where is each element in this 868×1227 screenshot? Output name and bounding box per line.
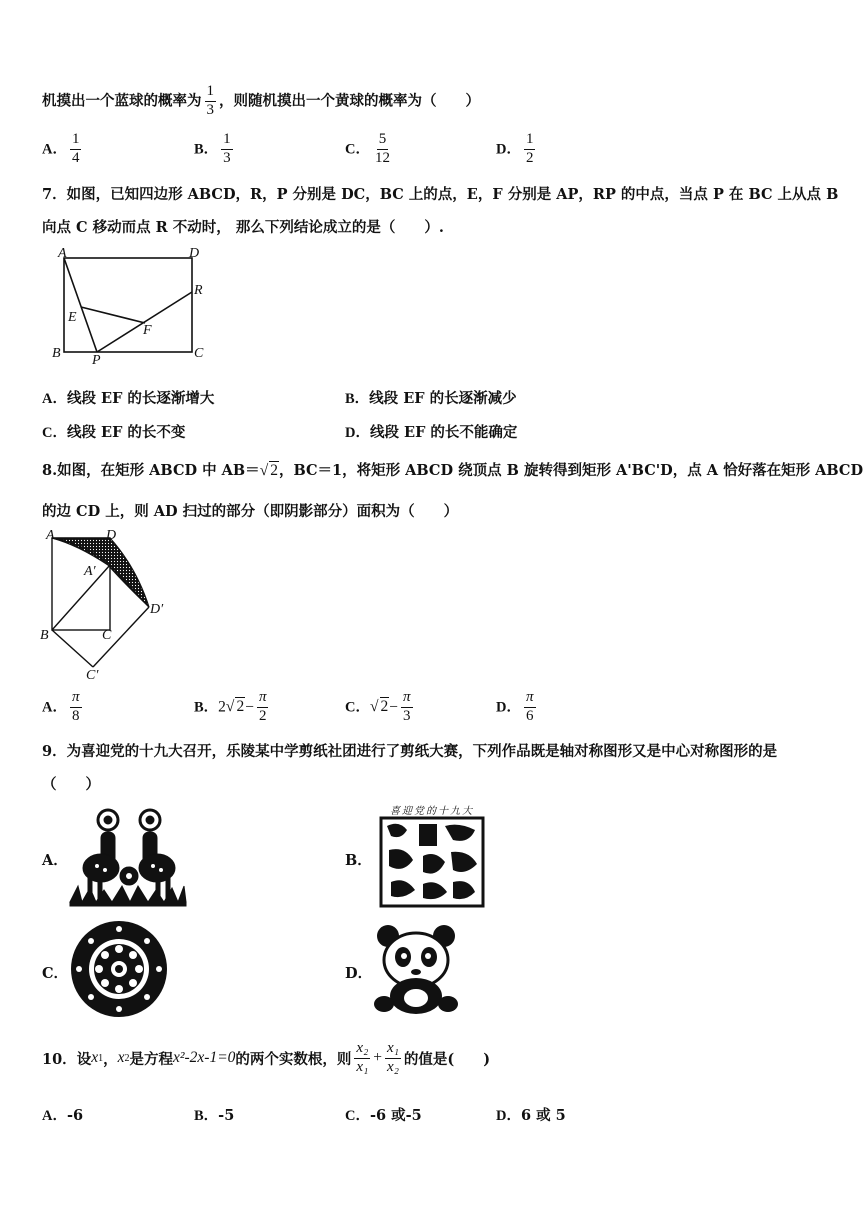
q8-option-b[interactable] xyxy=(194,690,271,725)
q8-stem-text-a: 8.如图，在矩形 ABCD 中 AB＝ xyxy=(42,462,260,479)
q9-b-pattern xyxy=(379,816,485,908)
q7-option-d-label: D． xyxy=(345,425,370,441)
q10-option-b-text: -5 xyxy=(218,1107,235,1124)
q7-label-c: C xyxy=(194,346,204,361)
q10-text-c: 的两个实数根，则 xyxy=(235,1050,352,1068)
q7-option-c[interactable] xyxy=(42,421,185,442)
q8-d-num: π xyxy=(524,690,536,708)
q8-c-minus: − xyxy=(389,698,398,716)
q7-figure xyxy=(44,246,224,368)
q10-stem xyxy=(42,1041,490,1076)
q10-option-c[interactable] xyxy=(345,1104,422,1125)
q6-option-a-frac xyxy=(70,132,82,167)
q8-option-c-frac xyxy=(401,690,413,725)
q9-option-d-label[interactable]: D． xyxy=(345,965,373,982)
q8-sqrt: √ 2 xyxy=(259,462,278,479)
q9-paper-cut-deer-image[interactable] xyxy=(68,806,188,908)
q7-option-b-text: 线段 EF 的长逐渐减少 xyxy=(369,390,517,407)
q10-frac2 xyxy=(385,1041,401,1076)
q10-comma: ， xyxy=(103,1050,118,1068)
q8-label-b: B xyxy=(40,628,49,643)
q6-stem-text-b: ，则随机摸出一个黄球的概率为（ ） xyxy=(219,92,480,110)
q8-option-a[interactable] xyxy=(42,690,85,725)
q6-d-den: 2 xyxy=(525,149,534,166)
q8-option-c-label: C． xyxy=(345,699,370,716)
q6-option-d[interactable] xyxy=(496,132,538,167)
q8-b-num: π xyxy=(257,690,269,708)
q7-label-a: A xyxy=(58,246,67,261)
q9-option-b-label[interactable]: B． xyxy=(345,852,372,869)
q6-frac-den: 3 xyxy=(206,101,214,118)
q8-b-coef: 2 xyxy=(218,698,226,716)
q8-stem-line2: 的边 CD 上，则 AD 扫过的部分（即阴影部分）面积为（ ） xyxy=(42,503,459,520)
q7-label-r: R xyxy=(194,283,203,298)
q6-option-a-label: A． xyxy=(42,141,67,158)
q10-number: 10． xyxy=(42,1050,77,1068)
q10-option-c-label: C． xyxy=(345,1108,370,1124)
q8-b-den: 2 xyxy=(258,707,267,724)
q6-option-d-frac xyxy=(524,132,536,167)
q6-c-num: 5 xyxy=(377,132,389,150)
q6-c-den: 12 xyxy=(374,149,390,166)
q10-option-d-label: D． xyxy=(496,1108,521,1124)
q8-figure xyxy=(38,527,178,683)
q10-option-b[interactable] xyxy=(194,1104,234,1125)
q6-option-d-label: D． xyxy=(496,141,521,158)
q6-stem xyxy=(42,84,480,119)
q8-segment-ba2 xyxy=(52,565,110,630)
q10-frac2-den: x₂ xyxy=(387,1058,399,1075)
q10-option-c-text: -6 或-5 xyxy=(369,1107,422,1124)
q10-x1: x xyxy=(91,1049,99,1067)
q10-frac1-den: x₁ xyxy=(356,1058,369,1075)
q8-label-a-prime: A′ xyxy=(84,564,96,579)
q8-shaded-region xyxy=(52,538,149,607)
q10-frac1 xyxy=(354,1041,370,1076)
q9-b-caption: 喜迎党的十九大 xyxy=(390,806,474,817)
q7-label-e: E xyxy=(68,310,77,325)
q7-option-c-text: 线段 EF 的长不变 xyxy=(66,424,186,441)
q6-option-c-frac xyxy=(373,132,392,167)
q8-label-c-prime: C′ xyxy=(86,668,99,683)
q6-option-b-frac xyxy=(221,132,233,167)
q8-stem-line1 xyxy=(42,459,863,480)
q8-b-minus: − xyxy=(245,698,254,716)
q10-frac2-num: x₁ xyxy=(385,1041,401,1059)
q6-frac-num: 1 xyxy=(205,84,217,102)
q10-plus: + xyxy=(373,1049,383,1067)
q10-option-a[interactable] xyxy=(42,1104,83,1125)
q8-c-den: 3 xyxy=(403,707,411,724)
q8-label-a: A xyxy=(46,528,55,543)
q8-stem-text-b: ，BC＝1，将矩形 ABCD 绕顶点 B 旋转得到矩形 A'BC'D，点 A 恰好落在矩形 ABCD xyxy=(278,462,864,479)
q7-option-a-label: A． xyxy=(42,391,67,407)
q6-stem-text-a: 机摸出一个蓝球的概率为 xyxy=(42,92,202,110)
q8-sqrt-radicand: 2 xyxy=(270,462,278,479)
q6-a-num: 1 xyxy=(70,132,82,150)
q7-label-b: B xyxy=(52,346,61,361)
q9-paper-cut-party-image[interactable] xyxy=(379,802,485,908)
q6-stem-fraction xyxy=(205,84,217,119)
q7-segment-ef xyxy=(81,307,145,323)
q6-option-c-label: C． xyxy=(345,141,370,158)
q7-label-f: F xyxy=(143,323,152,338)
q10-equation: x²-2x-1=0 xyxy=(172,1049,236,1067)
q8-label-d: D xyxy=(106,528,117,543)
q7-option-d-text: 线段 EF 的长不能确定 xyxy=(369,424,518,441)
q8-label-c: C xyxy=(102,628,112,643)
q10-text-b: 是方程 xyxy=(129,1050,173,1068)
q7-segment-pr xyxy=(97,292,192,352)
q8-option-d-label: D． xyxy=(496,699,521,716)
q7-option-b-label: B． xyxy=(345,391,370,407)
q9-paper-cut-panda-image[interactable] xyxy=(372,922,460,1018)
q6-option-c[interactable] xyxy=(345,132,395,167)
q10-option-a-label: A． xyxy=(42,1108,67,1124)
q9-stem-line1: 9．为喜迎党的十九大召开，乐陵某中学剪纸社团进行了剪纸大赛，下列作品既是轴对称图形又是中心对称图形的是 xyxy=(42,743,778,760)
q8-option-a-frac xyxy=(70,690,82,725)
q8-c-num: π xyxy=(401,690,413,708)
q10-option-d-text: 6 或 5 xyxy=(520,1107,566,1124)
q8-label-d-prime: D′ xyxy=(150,602,164,617)
q6-b-num: 1 xyxy=(221,132,233,150)
q10-option-a-text: -6 xyxy=(66,1107,84,1124)
q7-segment-ap xyxy=(64,258,97,352)
q8-d-den: 6 xyxy=(525,707,534,724)
q8-option-d-frac xyxy=(524,690,536,725)
q10-text-a: 设 xyxy=(76,1050,92,1068)
q7-option-d[interactable] xyxy=(345,421,517,442)
q8-option-c[interactable] xyxy=(345,690,416,725)
q9-option-c-label[interactable]: C． xyxy=(42,965,69,982)
q8-option-b-frac xyxy=(257,690,269,725)
q7-option-a-text: 线段 EF 的长逐渐增大 xyxy=(66,390,215,407)
q8-a-den: 8 xyxy=(71,707,80,724)
q8-option-a-label: A． xyxy=(42,699,67,716)
q10-frac1-num: x₂ xyxy=(354,1041,370,1059)
q9-paper-cut-flower-image[interactable] xyxy=(68,918,170,1020)
q10-option-b-label: B． xyxy=(194,1108,219,1124)
q6-option-b-label: B． xyxy=(194,141,219,158)
q7-option-a[interactable] xyxy=(42,387,214,408)
q7-label-p: P xyxy=(92,353,101,368)
q10-x1-sub: 1 xyxy=(98,1052,104,1064)
q8-a-num: π xyxy=(70,690,82,708)
q6-option-b[interactable] xyxy=(194,132,236,167)
q8-c-radicand: 2 xyxy=(380,698,389,716)
q8-c-sqrt: √ 2 xyxy=(369,698,389,716)
q7-stem-line2: 向点 C 移动而点 R 不动时， 那么下列结论成立的是（ ）. xyxy=(42,219,444,236)
q10-option-d[interactable] xyxy=(496,1104,566,1125)
q8-b-sqrt: √ 2 xyxy=(225,698,245,716)
q10-x2-sub: 2 xyxy=(124,1052,130,1064)
q8-b-radicand: 2 xyxy=(236,698,245,716)
q8-segment-bc2 xyxy=(52,630,93,667)
q9-stem-line2: （ ） xyxy=(42,776,100,793)
q7-option-b[interactable] xyxy=(345,387,517,408)
q7-label-d: D xyxy=(189,246,200,261)
q6-a-den: 4 xyxy=(71,149,80,166)
q6-d-num: 1 xyxy=(524,132,536,150)
q6-b-den: 3 xyxy=(223,149,231,166)
q10-x2: x xyxy=(117,1049,125,1067)
q8-option-d[interactable] xyxy=(496,690,539,725)
q6-option-a[interactable] xyxy=(42,132,84,167)
q10-text-d: 的值是( ) xyxy=(403,1050,491,1068)
q7-stem-line1: 7．如图，已知四边形 ABCD，R，P 分别是 DC，BC 上的点，E，F 分别是 AP，RP 的中点，当点 P 在 BC 上从点 B xyxy=(42,186,839,203)
q7-option-c-label: C． xyxy=(42,425,67,441)
q9-option-a-label[interactable]: A． xyxy=(42,852,68,869)
q8-option-b-label: B． xyxy=(194,699,219,716)
